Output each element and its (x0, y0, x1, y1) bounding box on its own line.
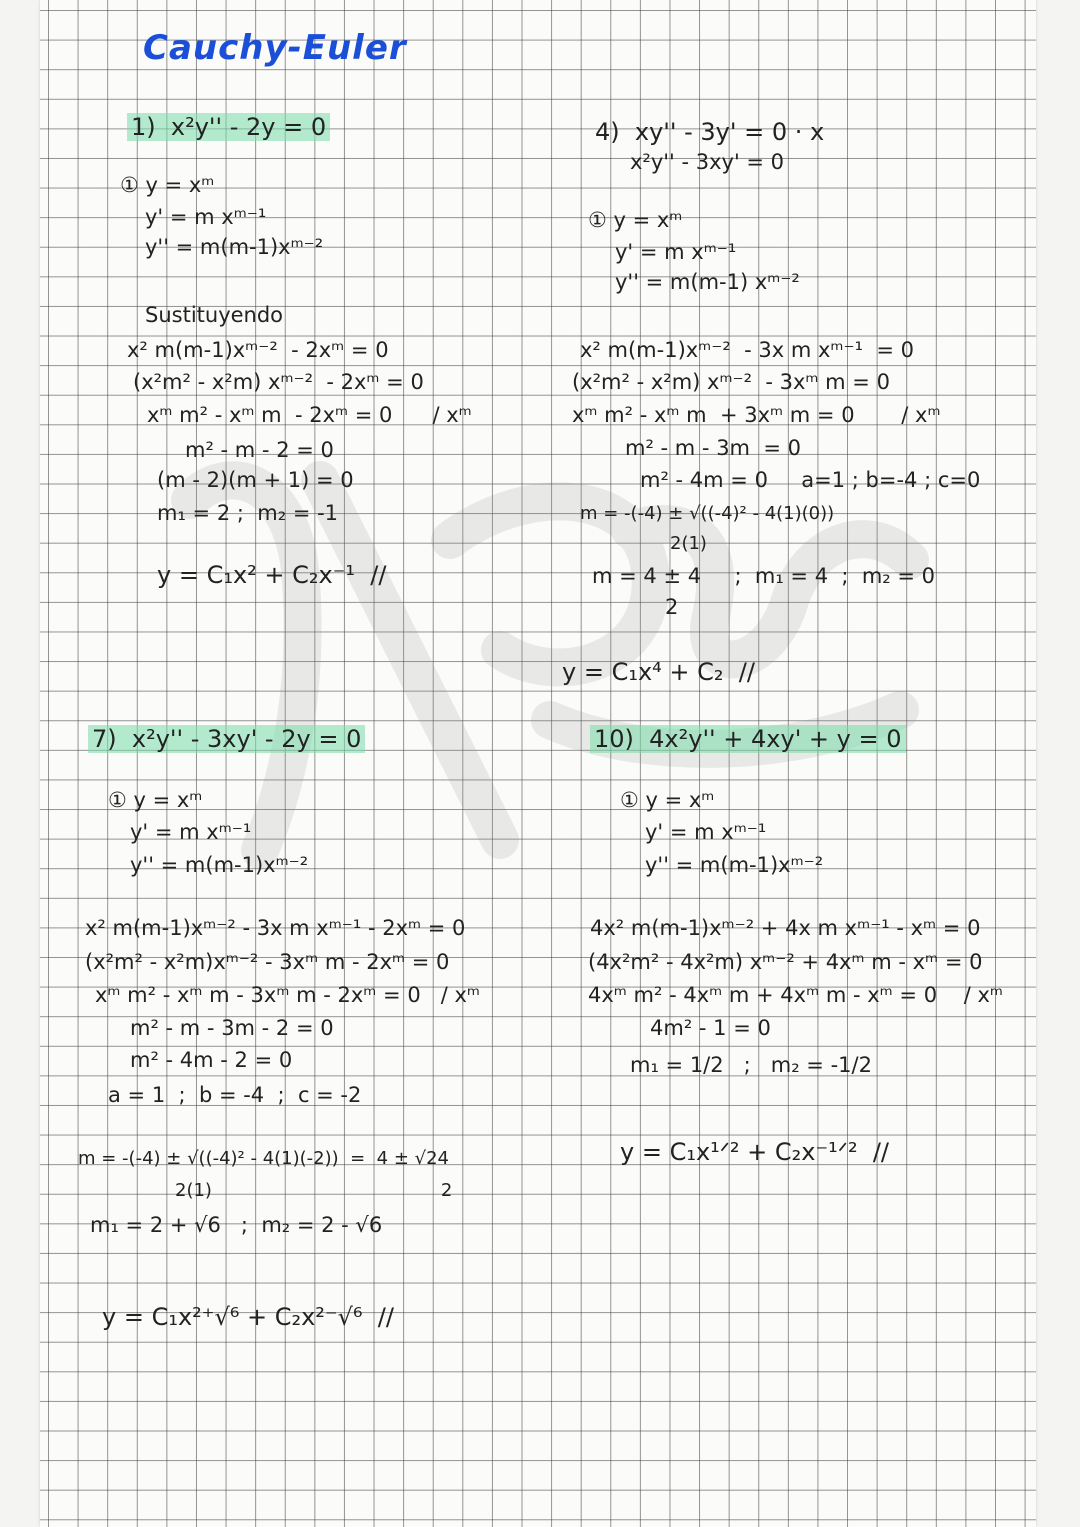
equation-line: (x²m² - x²m) xᵐ⁻² - 3xᵐ m = 0 (572, 370, 890, 394)
final-answer: y = C₁x¹ᐟ² + C₂x⁻¹ᐟ² // (620, 1138, 890, 1166)
equation-line: m₁ = 2 + √6 ; m₂ = 2 - √6 (90, 1213, 383, 1237)
final-answer: y = C₁x² + C₂x⁻¹ // (157, 561, 387, 589)
equation-line: (x²m² - x²m) xᵐ⁻² - 2xᵐ = 0 (133, 370, 424, 394)
page-title: Cauchy-Euler (143, 28, 407, 68)
final-answer: y = C₁x²⁺√⁶ + C₂x²⁻√⁶ // (102, 1303, 394, 1331)
equation-line: (x²m² - x²m)xᵐ⁻² - 3xᵐ m - 2xᵐ = 0 (85, 950, 450, 974)
problem-heading: 10) 4x²y'' + 4xy' + y = 0 (590, 727, 906, 751)
equation-line: x²y'' - 3xy' = 0 (630, 150, 785, 174)
equation-line: y'' = m(m-1)xᵐ⁻² (130, 853, 309, 877)
equation-line: m = 4 ± 4 ; m₁ = 4 ; m₂ = 0 (592, 564, 936, 588)
equation-line: y' = m xᵐ⁻¹ (145, 205, 267, 229)
equation-line: 4xᵐ m² - 4xᵐ m + 4xᵐ m - xᵐ = 0 / xᵐ (588, 983, 1004, 1007)
equation-line: ① y = xᵐ (120, 173, 215, 197)
equation-line: y'' = m(m-1)xᵐ⁻² (645, 853, 824, 877)
equation-line: y' = m xᵐ⁻¹ (130, 820, 252, 844)
equation-line: x² m(m-1)xᵐ⁻² - 3x m xᵐ⁻¹ = 0 (580, 338, 914, 362)
equation-line: 4m² - 1 = 0 (650, 1016, 771, 1040)
equation-line: (m - 2)(m + 1) = 0 (157, 468, 354, 492)
equation-line: y'' = m(m-1) xᵐ⁻² (615, 270, 800, 294)
equation-line: m² - m - 2 = 0 (185, 438, 334, 462)
problem-heading: 7) x²y'' - 3xy' - 2y = 0 (88, 727, 365, 751)
equation-line: xᵐ m² - xᵐ m - 3xᵐ m - 2xᵐ = 0 / xᵐ (95, 983, 480, 1007)
equation-line: m² - 4m = 0 a=1 ; b=-4 ; c=0 (640, 468, 981, 492)
final-answer: y = C₁x⁴ + C₂ // (562, 658, 755, 686)
equation-line: xᵐ m² - xᵐ m - 2xᵐ = 0 / xᵐ (147, 403, 472, 427)
equation-line: y'' = m(m-1)xᵐ⁻² (145, 235, 324, 259)
equation-line: a = 1 ; b = -4 ; c = -2 (108, 1083, 362, 1107)
equation-line: xᵐ m² - xᵐ m + 3xᵐ m = 0 / xᵐ (572, 403, 941, 427)
equation-line: m² - m - 3m = 0 (625, 436, 801, 460)
equation-line: 2(1) 2 (175, 1180, 453, 1201)
equation-line: y' = m xᵐ⁻¹ (615, 240, 737, 264)
equation-line: y' = m xᵐ⁻¹ (645, 820, 767, 844)
equation-line: 2 (665, 595, 679, 619)
equation-line: 4x² m(m-1)xᵐ⁻² + 4x m xᵐ⁻¹ - xᵐ = 0 (590, 916, 981, 940)
equation-line: 2(1) (670, 533, 707, 554)
equation-line: (4x²m² - 4x²m) xᵐ⁻² + 4xᵐ m - xᵐ = 0 (588, 950, 983, 974)
equation-line: ① y = xᵐ (108, 788, 203, 812)
notebook-page (40, 0, 1036, 1527)
equation-line: ① y = xᵐ (620, 788, 715, 812)
equation-line: ① y = xᵐ (588, 208, 683, 232)
equation-line: m₁ = 1/2 ; m₂ = -1/2 (630, 1053, 872, 1077)
problem-heading: 4) xy'' - 3y' = 0 · x (595, 118, 825, 146)
equation-line: m² - m - 3m - 2 = 0 (130, 1016, 334, 1040)
equation-line: Sustituyendo (145, 303, 284, 327)
equation-line: x² m(m-1)xᵐ⁻² - 2xᵐ = 0 (127, 338, 389, 362)
equation-line: x² m(m-1)xᵐ⁻² - 3x m xᵐ⁻¹ - 2xᵐ = 0 (85, 916, 466, 940)
problem-heading: 1) x²y'' - 2y = 0 (127, 115, 330, 139)
equation-line: m = -(-4) ± √((-4)² - 4(1)(0)) (580, 503, 835, 524)
equation-line: m₁ = 2 ; m₂ = -1 (157, 501, 339, 525)
equation-line: m² - 4m - 2 = 0 (130, 1048, 293, 1072)
equation-line: m = -(-4) ± √((-4)² - 4(1)(-2)) = 4 ± √24 (78, 1148, 449, 1169)
